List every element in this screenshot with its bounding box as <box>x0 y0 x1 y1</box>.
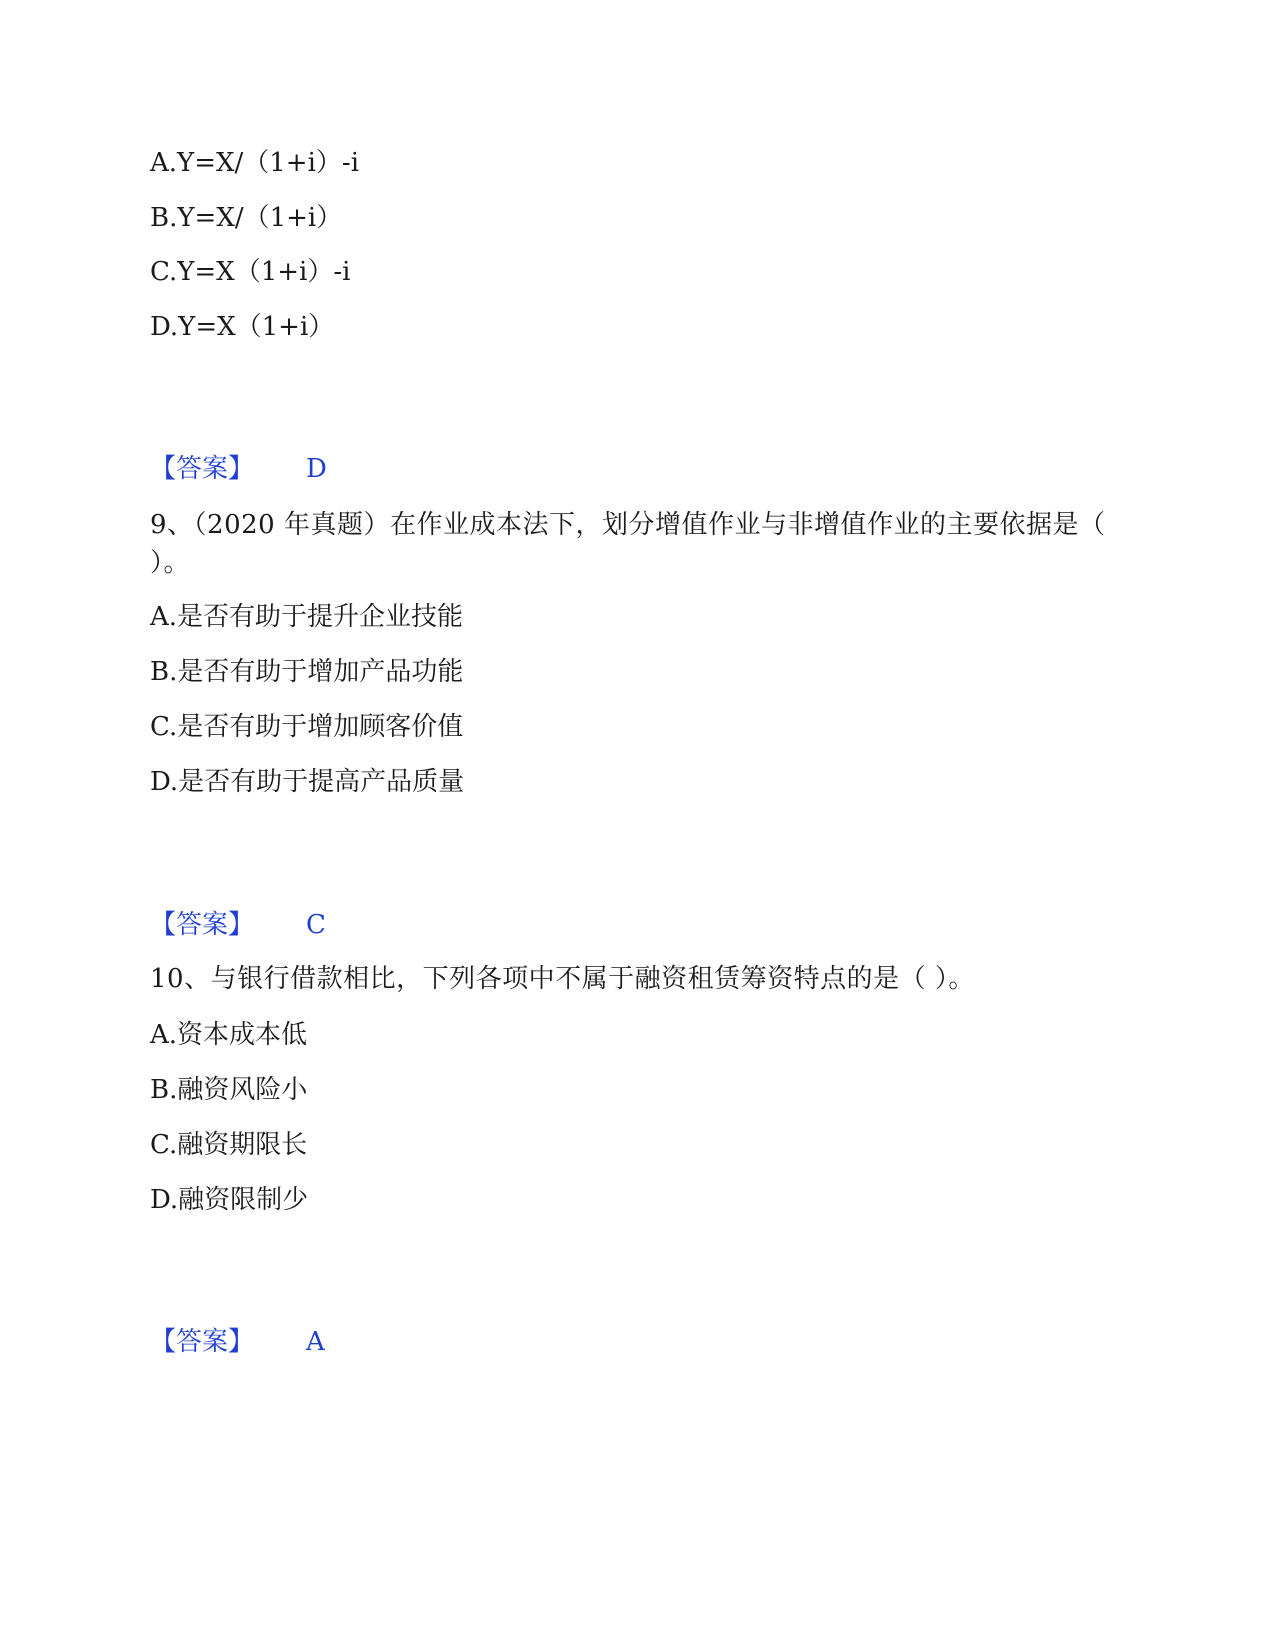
q9-stem: 9、（2020 年真题）在作业成本法下，划分增值作业与非增值作业的主要依据是（ ）。 <box>150 510 1106 578</box>
q10-option-d: D.融资限制少 <box>150 1185 309 1215</box>
q8-option-d: D.Y=X（1+i） <box>150 312 335 342</box>
q9-option-b: B.是否有助于增加产品功能 <box>150 657 464 687</box>
answer-letter: A <box>306 1327 325 1357</box>
q10-stem: 10、与银行借款相比，下列各项中不属于融资租赁筹资特点的是（ ）。 <box>150 964 975 994</box>
q9-answer <box>150 906 326 944</box>
q8-answer <box>150 450 327 488</box>
q8-option-c: C.Y=X（1+i）-i <box>150 257 351 287</box>
q9-option-c: C.是否有助于增加顾客价值 <box>150 712 464 742</box>
answer-label: 【答案】 <box>150 1327 255 1357</box>
answer-letter: C <box>306 910 326 940</box>
q10-answer <box>150 1323 325 1361</box>
q10-option-b: B.融资风险小 <box>150 1075 308 1105</box>
answer-label: 【答案】 <box>150 910 255 940</box>
q10-option-a: A.资本成本低 <box>150 1020 308 1050</box>
q9-option-a: A.是否有助于提升企业技能 <box>150 602 464 632</box>
q8-option-b: B.Y=X/（1+i） <box>150 203 343 233</box>
q8-option-a: A.Y=X/（1+i）-i <box>150 148 360 178</box>
q9-option-d: D.是否有助于提高产品质量 <box>150 767 465 797</box>
answer-label: 【答案】 <box>150 454 255 484</box>
answer-letter: D <box>306 454 327 484</box>
q10-option-c: C.融资期限长 <box>150 1130 308 1160</box>
